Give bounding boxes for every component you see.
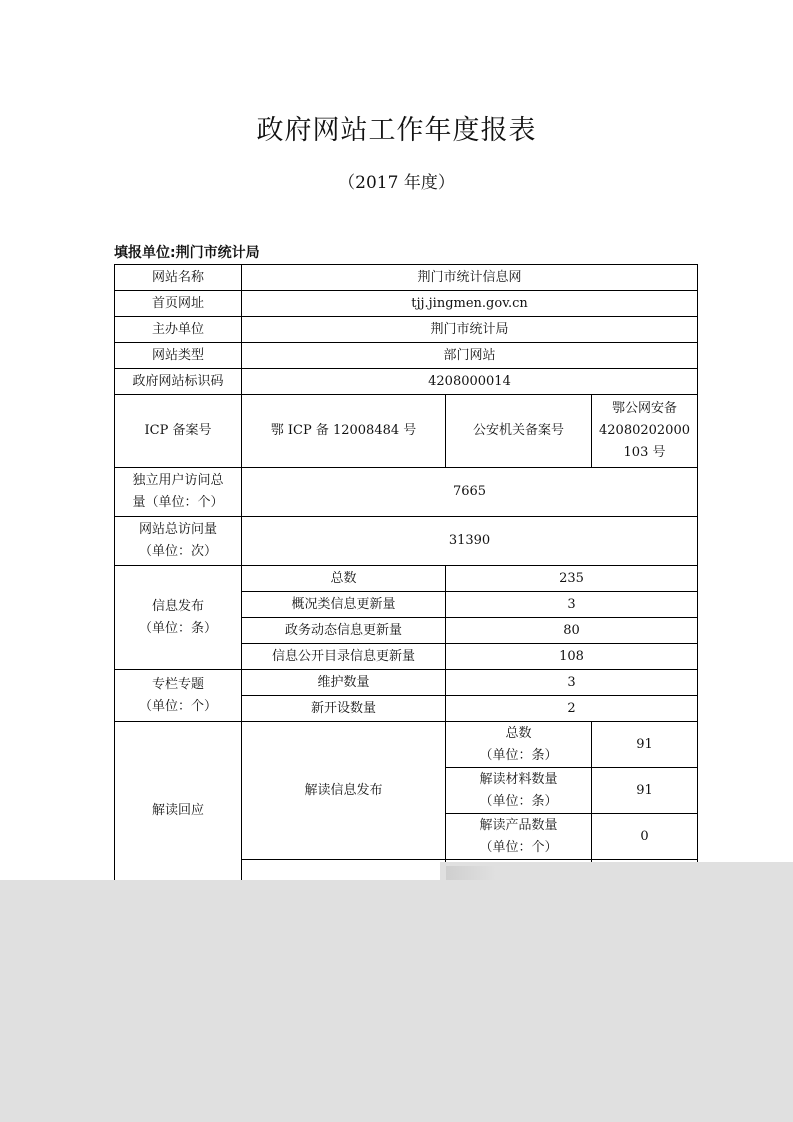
report-table — [114, 264, 698, 880]
police-record-label: 公安机关备案号 — [446, 395, 592, 468]
interp-product-label — [446, 814, 592, 860]
info-total-label: 总数 — [242, 566, 446, 592]
interp-material-label — [446, 768, 592, 814]
info-news-label: 政务动态信息更新量 — [242, 618, 446, 644]
label-line: 网站总访问量 — [138, 522, 217, 537]
info-overview-label: 概况类信息更新量 — [242, 592, 446, 618]
table-row — [115, 265, 698, 291]
homepage-label: 首页网址 — [115, 291, 242, 317]
page-views-label — [115, 517, 242, 566]
table-row — [115, 468, 698, 517]
label-line: 信息发布 — [151, 598, 204, 614]
column-topic-label — [115, 670, 242, 722]
label-line: 解读产品数量 — [479, 817, 558, 833]
label-line: （单位：个） — [479, 839, 558, 855]
report-year: （2017 年度） — [338, 173, 455, 193]
label-line: （单位：条） — [479, 793, 558, 809]
site-name-label: 网站名称 — [115, 265, 242, 291]
label-line: 总数 — [505, 725, 532, 741]
police-record-value — [592, 395, 698, 468]
reporting-unit: 填报单位:荆门市统计局 — [114, 245, 260, 261]
label-line: 量（单位：个） — [132, 495, 224, 510]
info-catalog-value: 108 — [446, 644, 698, 670]
site-name-value: 荆门市统计信息网 — [242, 265, 698, 291]
label-line: （单位：个） — [138, 698, 217, 714]
homepage-value: tjj.jingmen.gov.cn — [242, 291, 698, 317]
page-views-value: 31390 — [242, 517, 698, 566]
label-line: （单位：条） — [479, 747, 558, 763]
site-type-value: 部门网站 — [242, 343, 698, 369]
interp-release-label: 解读信息发布 — [242, 722, 446, 860]
label-line: 专栏专题 — [151, 676, 204, 692]
label-line: （单位：条） — [138, 620, 217, 636]
page-cutoff-shadow — [446, 866, 496, 880]
icp-value: 鄂 ICP 备 12008484 号 — [242, 395, 446, 468]
interp-material-value: 91 — [592, 768, 698, 814]
info-overview-value: 3 — [446, 592, 698, 618]
unique-visitors-label — [115, 468, 242, 517]
info-total-value: 235 — [446, 566, 698, 592]
table-row — [115, 566, 698, 592]
icp-label: ICP 备案号 — [115, 395, 242, 468]
police-record-line: 103 号 — [623, 445, 666, 460]
info-release-label — [115, 566, 242, 670]
interp-total-value: 91 — [592, 722, 698, 768]
unique-visitors-value: 7665 — [242, 468, 698, 517]
police-record-line: 42080202000 — [599, 423, 690, 438]
column-maint-label: 维护数量 — [242, 670, 446, 696]
table-row — [115, 670, 698, 696]
table-cell — [242, 860, 446, 881]
label-line: 独立用户访问总 — [132, 473, 224, 488]
table-row — [115, 369, 698, 395]
column-new-value: 2 — [446, 696, 698, 722]
table-row — [115, 343, 698, 369]
site-code-value: 4208000014 — [242, 369, 698, 395]
interpretation-label: 解读回应 — [115, 722, 242, 881]
interp-total-label — [446, 722, 592, 768]
sponsor-value: 荆门市统计局 — [242, 317, 698, 343]
site-type-label: 网站类型 — [115, 343, 242, 369]
police-record-line: 鄂公网安备 — [612, 401, 678, 416]
site-code-label: 政府网站标识码 — [115, 369, 242, 395]
table-row — [115, 395, 698, 468]
table-row — [115, 517, 698, 566]
label-line: 解读材料数量 — [479, 771, 558, 787]
sponsor-label: 主办单位 — [115, 317, 242, 343]
page-title: 政府网站工作年度报表 — [256, 115, 537, 146]
info-catalog-label: 信息公开目录信息更新量 — [242, 644, 446, 670]
column-maint-value: 3 — [446, 670, 698, 696]
info-news-value: 80 — [446, 618, 698, 644]
interp-product-value: 0 — [592, 814, 698, 860]
label-line: （单位：次） — [138, 544, 217, 559]
table-row — [115, 317, 698, 343]
table-row — [115, 291, 698, 317]
column-new-label: 新开设数量 — [242, 696, 446, 722]
table-row — [115, 722, 698, 768]
